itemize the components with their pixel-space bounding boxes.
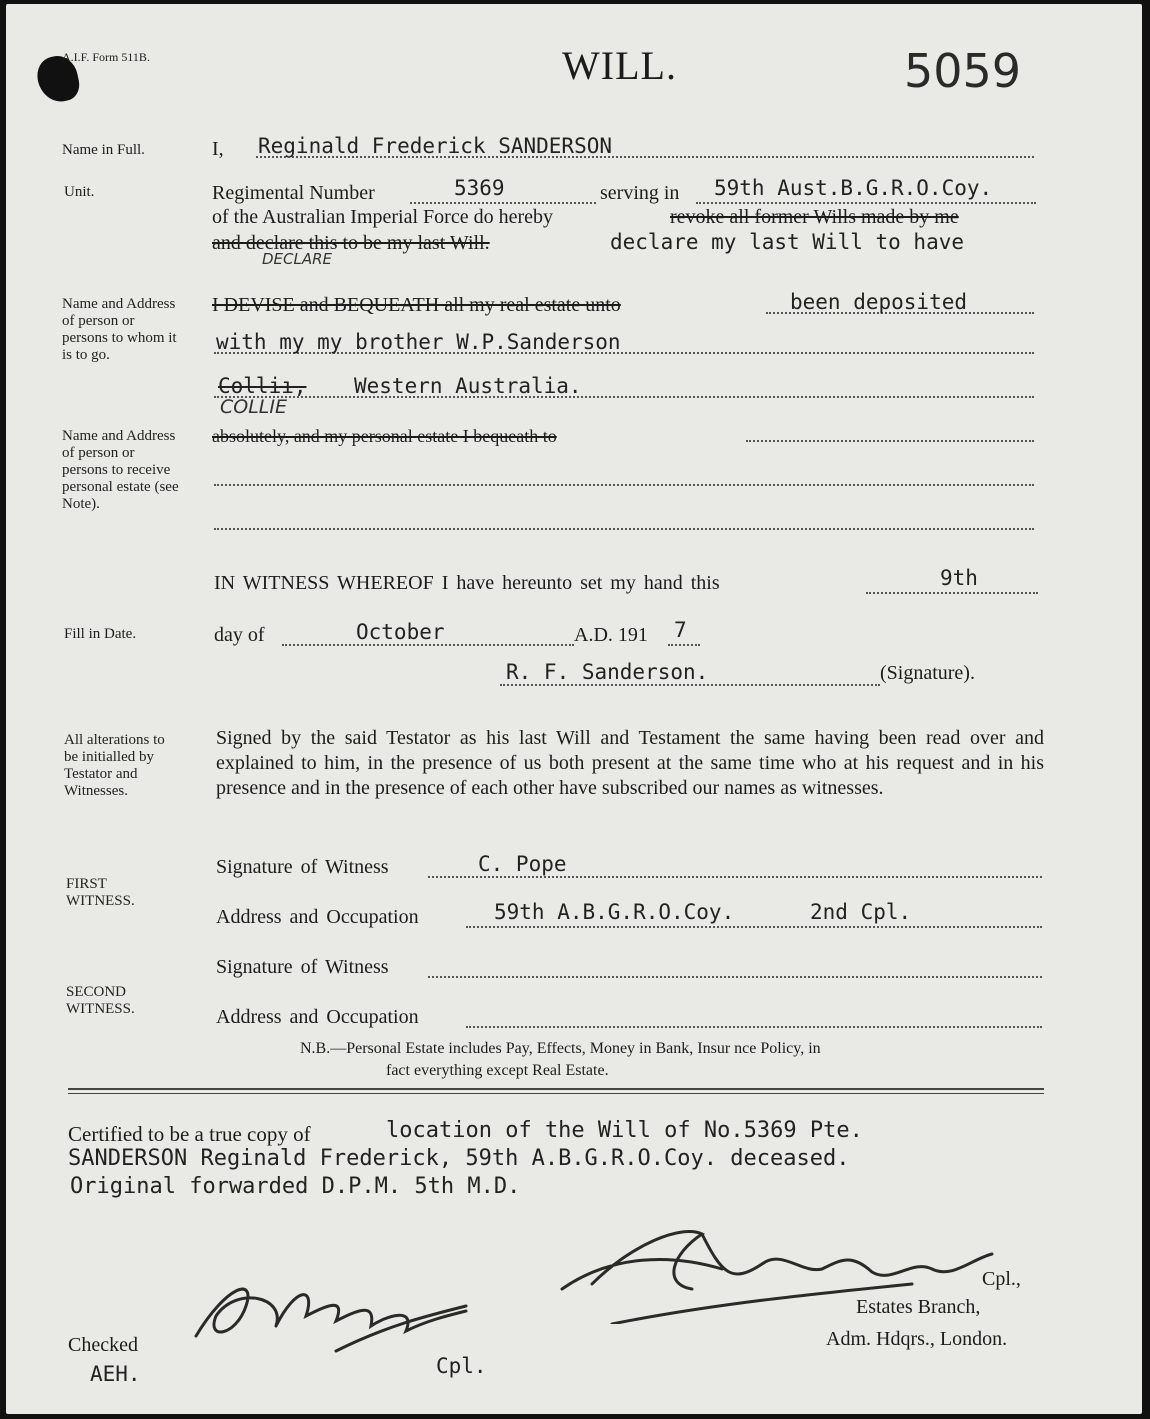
name-dotted-line [256,156,1034,158]
testator-prefix: I, [212,138,224,160]
regnum-dotted-line [410,202,596,204]
ad-label: A.D. 191 [574,624,648,646]
document-title: WILL. [562,43,677,88]
struck-devise-clause: I DEVISE and BEQUEATH all my real estate unto [212,294,621,316]
day-of-label: day of [214,624,265,646]
witness-1-address-line [466,926,1042,928]
witness-1-signature-label: Signature of Witness [216,856,389,878]
label-name-in-full: Name in Full. [62,142,145,158]
signature-dotted-line [500,684,880,686]
footer-checked-label: Checked [68,1334,138,1356]
certification-printed: Certified to be a true copy of [68,1122,311,1146]
typed-declare-clause: declare my last Will to have [610,230,965,254]
bequest-line-1: been deposited [790,290,968,314]
certification-typed-3: Original forwarded D.P.M. 5th M.D. [70,1174,521,1199]
attestation-text: Signed by the said Testator as his last Will and Testament the same having been read over and explained to him, in the presence of us both present at the same time who at his request and in his presence and in the presence of each other have subscribed our names as witnesses. [216,727,1044,799]
witness-1-address-label: Address and Occupation [216,906,419,928]
footer-cpl-typed: Cpl. [436,1354,487,1378]
personal-dotted-line-1 [746,440,1034,442]
separator-rule-bottom [68,1093,1044,1094]
label-alterations: All alterations to be initialled by Testator and Witnesses. [64,732,165,799]
witness-1-address-unit: 59th A.B.G.R.O.Coy. [494,900,735,924]
will-document [6,4,1142,1414]
witness-day: 9th [940,566,978,590]
struck-revoke-1: revoke all former Wills made by me [670,206,959,228]
bequest-town-struck: Colliı, [218,374,307,398]
label-second-witness: SECOND WITNESS. [66,984,135,1017]
checker-signature [186,1266,486,1356]
witness-1-address-rank: 2nd Cpl. [810,900,912,924]
label-personal-estate-recipient: Name and Address of person or persons to receive personal estate (see Note). [62,428,179,512]
footer-checked-initials: AEH. [90,1362,141,1386]
signature-label: (Signature). [880,662,975,684]
struck-revoke-2: and declare this to be my last Will. [212,232,490,254]
witness-month: October [356,620,445,644]
note-line-1: N.B.—Personal Estate includes Pay, Effects, Money in Bank, Insur nce Policy, in [300,1040,821,1057]
unit-dotted-line [696,202,1036,204]
regimental-number: 5369 [454,176,505,200]
document-number: 5059 [904,44,1022,98]
witness-2-address-label: Address and Occupation [216,1006,419,1028]
bequest-dotted-line-3 [214,396,1034,398]
bequest-town-rest: Western Australia. [354,374,582,398]
note-line-2: fact everything except Real Estate. [386,1062,609,1079]
footer-branch: Estates Branch, [856,1296,981,1318]
footer-rank: Cpl., [982,1268,1021,1290]
handwritten-town: COLLIE [220,396,288,418]
separator-rule-top [68,1088,1044,1090]
bequest-line-2: with my my brother W.P.Sanderson [216,330,621,354]
witness-clause-text: IN WITNESS WHEREOF I have hereunto set my hand this [214,572,720,594]
witness-2-address-line [466,1026,1042,1028]
regimental-number-label: Regimental Number [212,182,375,204]
year-digit: 7 [674,618,687,642]
footer-hq: Adm. Hdqrs., London. [826,1328,1008,1350]
label-unit: Unit. [64,184,95,200]
witness-1-signature: C. Pope [478,852,567,876]
witness-2-signature-line [428,976,1042,978]
certification-typed-1: location of the Will of No.5369 Pte. [386,1118,863,1143]
month-dotted-line [282,644,574,646]
serving-in-label: serving in [600,182,680,204]
year-dotted-line [668,644,700,646]
witness-2-signature-label: Signature of Witness [216,956,389,978]
label-first-witness: FIRST WITNESS. [66,876,135,909]
testator-name: Reginald Frederick SANDERSON [258,134,613,158]
label-real-estate-recipient: Name and Address of person or persons to whom it is to go. [62,296,177,363]
certification-typed-2: SANDERSON Reginald Frederick, 59th A.B.G.R.O.Coy. deceased. [68,1146,850,1171]
handwritten-declare: DECLARE [262,250,333,268]
testator-unit: 59th Aust.B.G.R.O.Coy. [714,176,993,200]
testator-signature: R. F. Sanderson. [506,660,709,684]
form-number: A.I.F. Form 511B. [62,50,150,64]
day-dotted-line [866,592,1038,594]
personal-dotted-line-2 [214,484,1034,486]
label-fill-in-date: Fill in Date. [64,626,137,642]
struck-personal-clause: absolutely, and my personal estate I bequeath to [212,426,557,446]
personal-dotted-line-3 [214,528,1034,530]
force-text: of the Australian Imperial Force do hereby [212,206,553,228]
witness-1-signature-line [428,876,1042,878]
